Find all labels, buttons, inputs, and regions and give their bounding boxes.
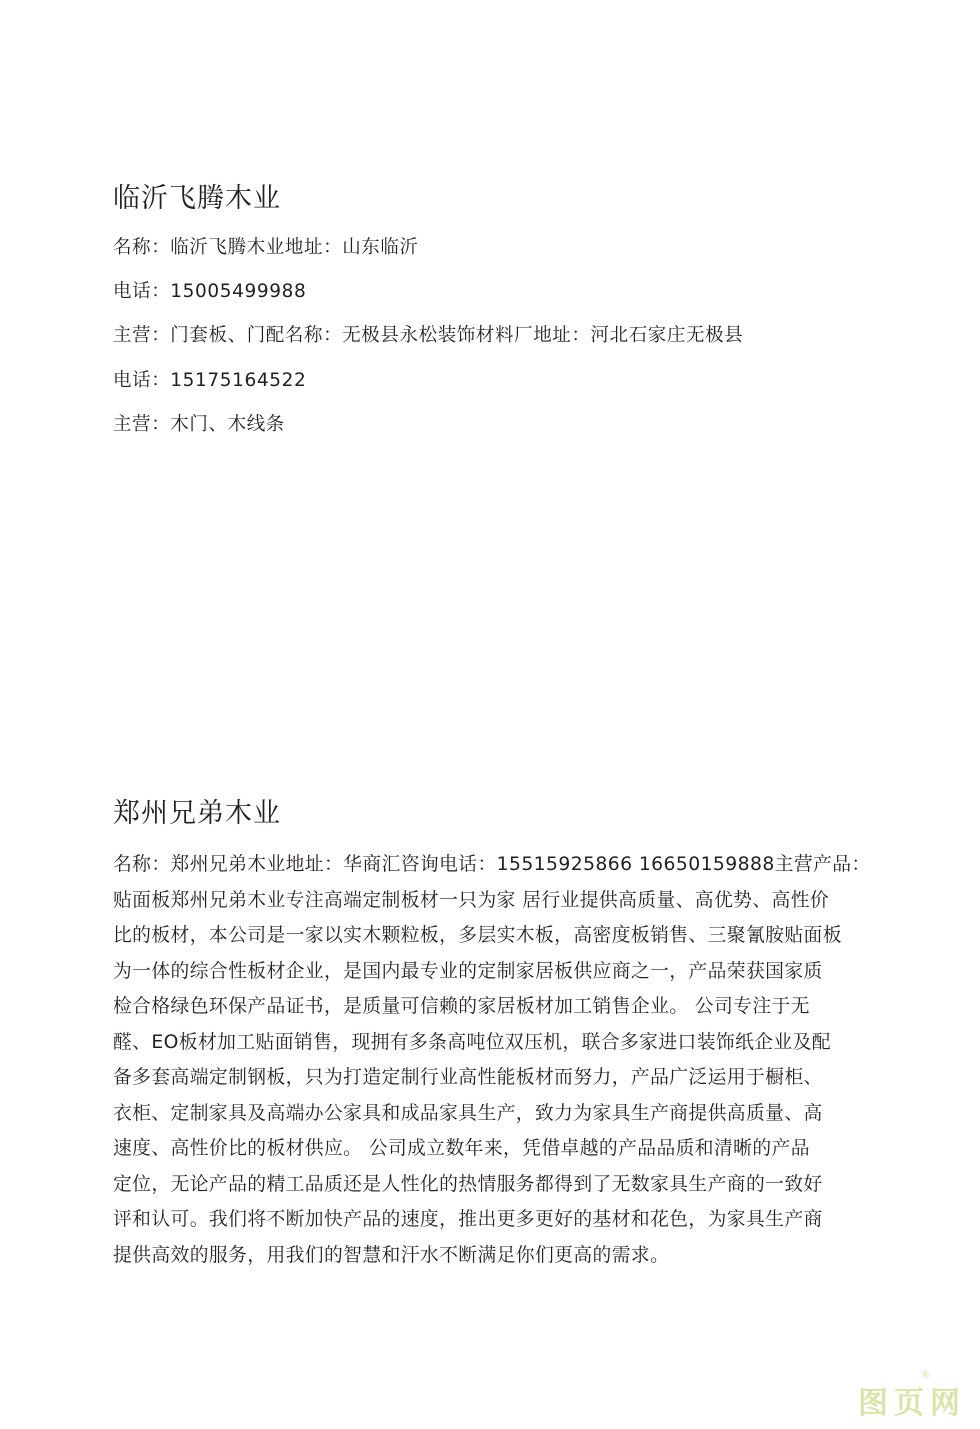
company2-line: 备多套高端定制钢板，只为打造定制行业高性能板材而努力，产品广泛运用于橱柜、 <box>113 1067 823 1088</box>
company2-title: 郑州兄弟木业 <box>113 798 281 829</box>
company2-line: 比的板材，本公司是一家以实木颗粒板，多层实木板，高密度板销售、三聚氰胺贴面板 <box>113 925 842 946</box>
company1-line: 电话：15175164522 <box>113 370 307 391</box>
company2-line: 名称：郑州兄弟木业地址：华商汇咨询电话：15515925866 16650159888主营产品： <box>113 854 871 875</box>
company1-line: 主营：门套板、门配名称：无极县永松装饰材料厂地址：河北石家庄无极县 <box>113 325 744 346</box>
company2-line: 贴面板郑州兄弟木业专注高端定制板材一只为家 居行业提供高质量、高优势、高性价 <box>113 890 830 911</box>
company2-line: 评和认可。我们将不断加快产品的速度，推出更多更好的基材和花色，为家具生产商 <box>113 1209 823 1230</box>
watermark-text: 图页网 <box>858 1386 966 1421</box>
company1-line: 电话：15005499988 <box>113 281 307 302</box>
registered-mark: ® <box>920 1368 937 1381</box>
company2-line: 为一体的综合性板材企业，是国内最专业的定制家居板供应商之一，产品荣获国家质 <box>113 961 823 982</box>
company2-line: 速度、高性价比的板材供应。 公司成立数年来，凭借卓越的产品品质和清晰的产品 <box>113 1138 810 1159</box>
company1-line: 主营：木门、木线条 <box>113 414 285 435</box>
company2-line: 醛、EO板材加工贴面销售，现拥有多条高吨位双压机，联合多家进口装饰纸企业及配 <box>113 1032 831 1053</box>
company2-line: 定位，无论产品的精工品质还是人性化的热情服务都得到了无数家具生产商的一致好 <box>113 1174 823 1195</box>
company2-line: 检合格绿色环保产品证书，是质量可信赖的家居板材加工销售企业。 公司专注于无 <box>113 996 810 1017</box>
company1-line: 名称：临沂飞腾木业地址：山东临沂 <box>113 237 419 258</box>
company2-line: 提供高效的服务，用我们的智慧和汗水不断满足你们更高的需求。 <box>113 1245 670 1266</box>
company1-title: 临沂飞腾木业 <box>113 183 281 214</box>
company2-line: 衣柜、定制家具及高端办公家具和成品家具生产，致力为家具生产商提供高质量、高 <box>113 1103 823 1124</box>
watermark-logo <box>858 1368 966 1422</box>
